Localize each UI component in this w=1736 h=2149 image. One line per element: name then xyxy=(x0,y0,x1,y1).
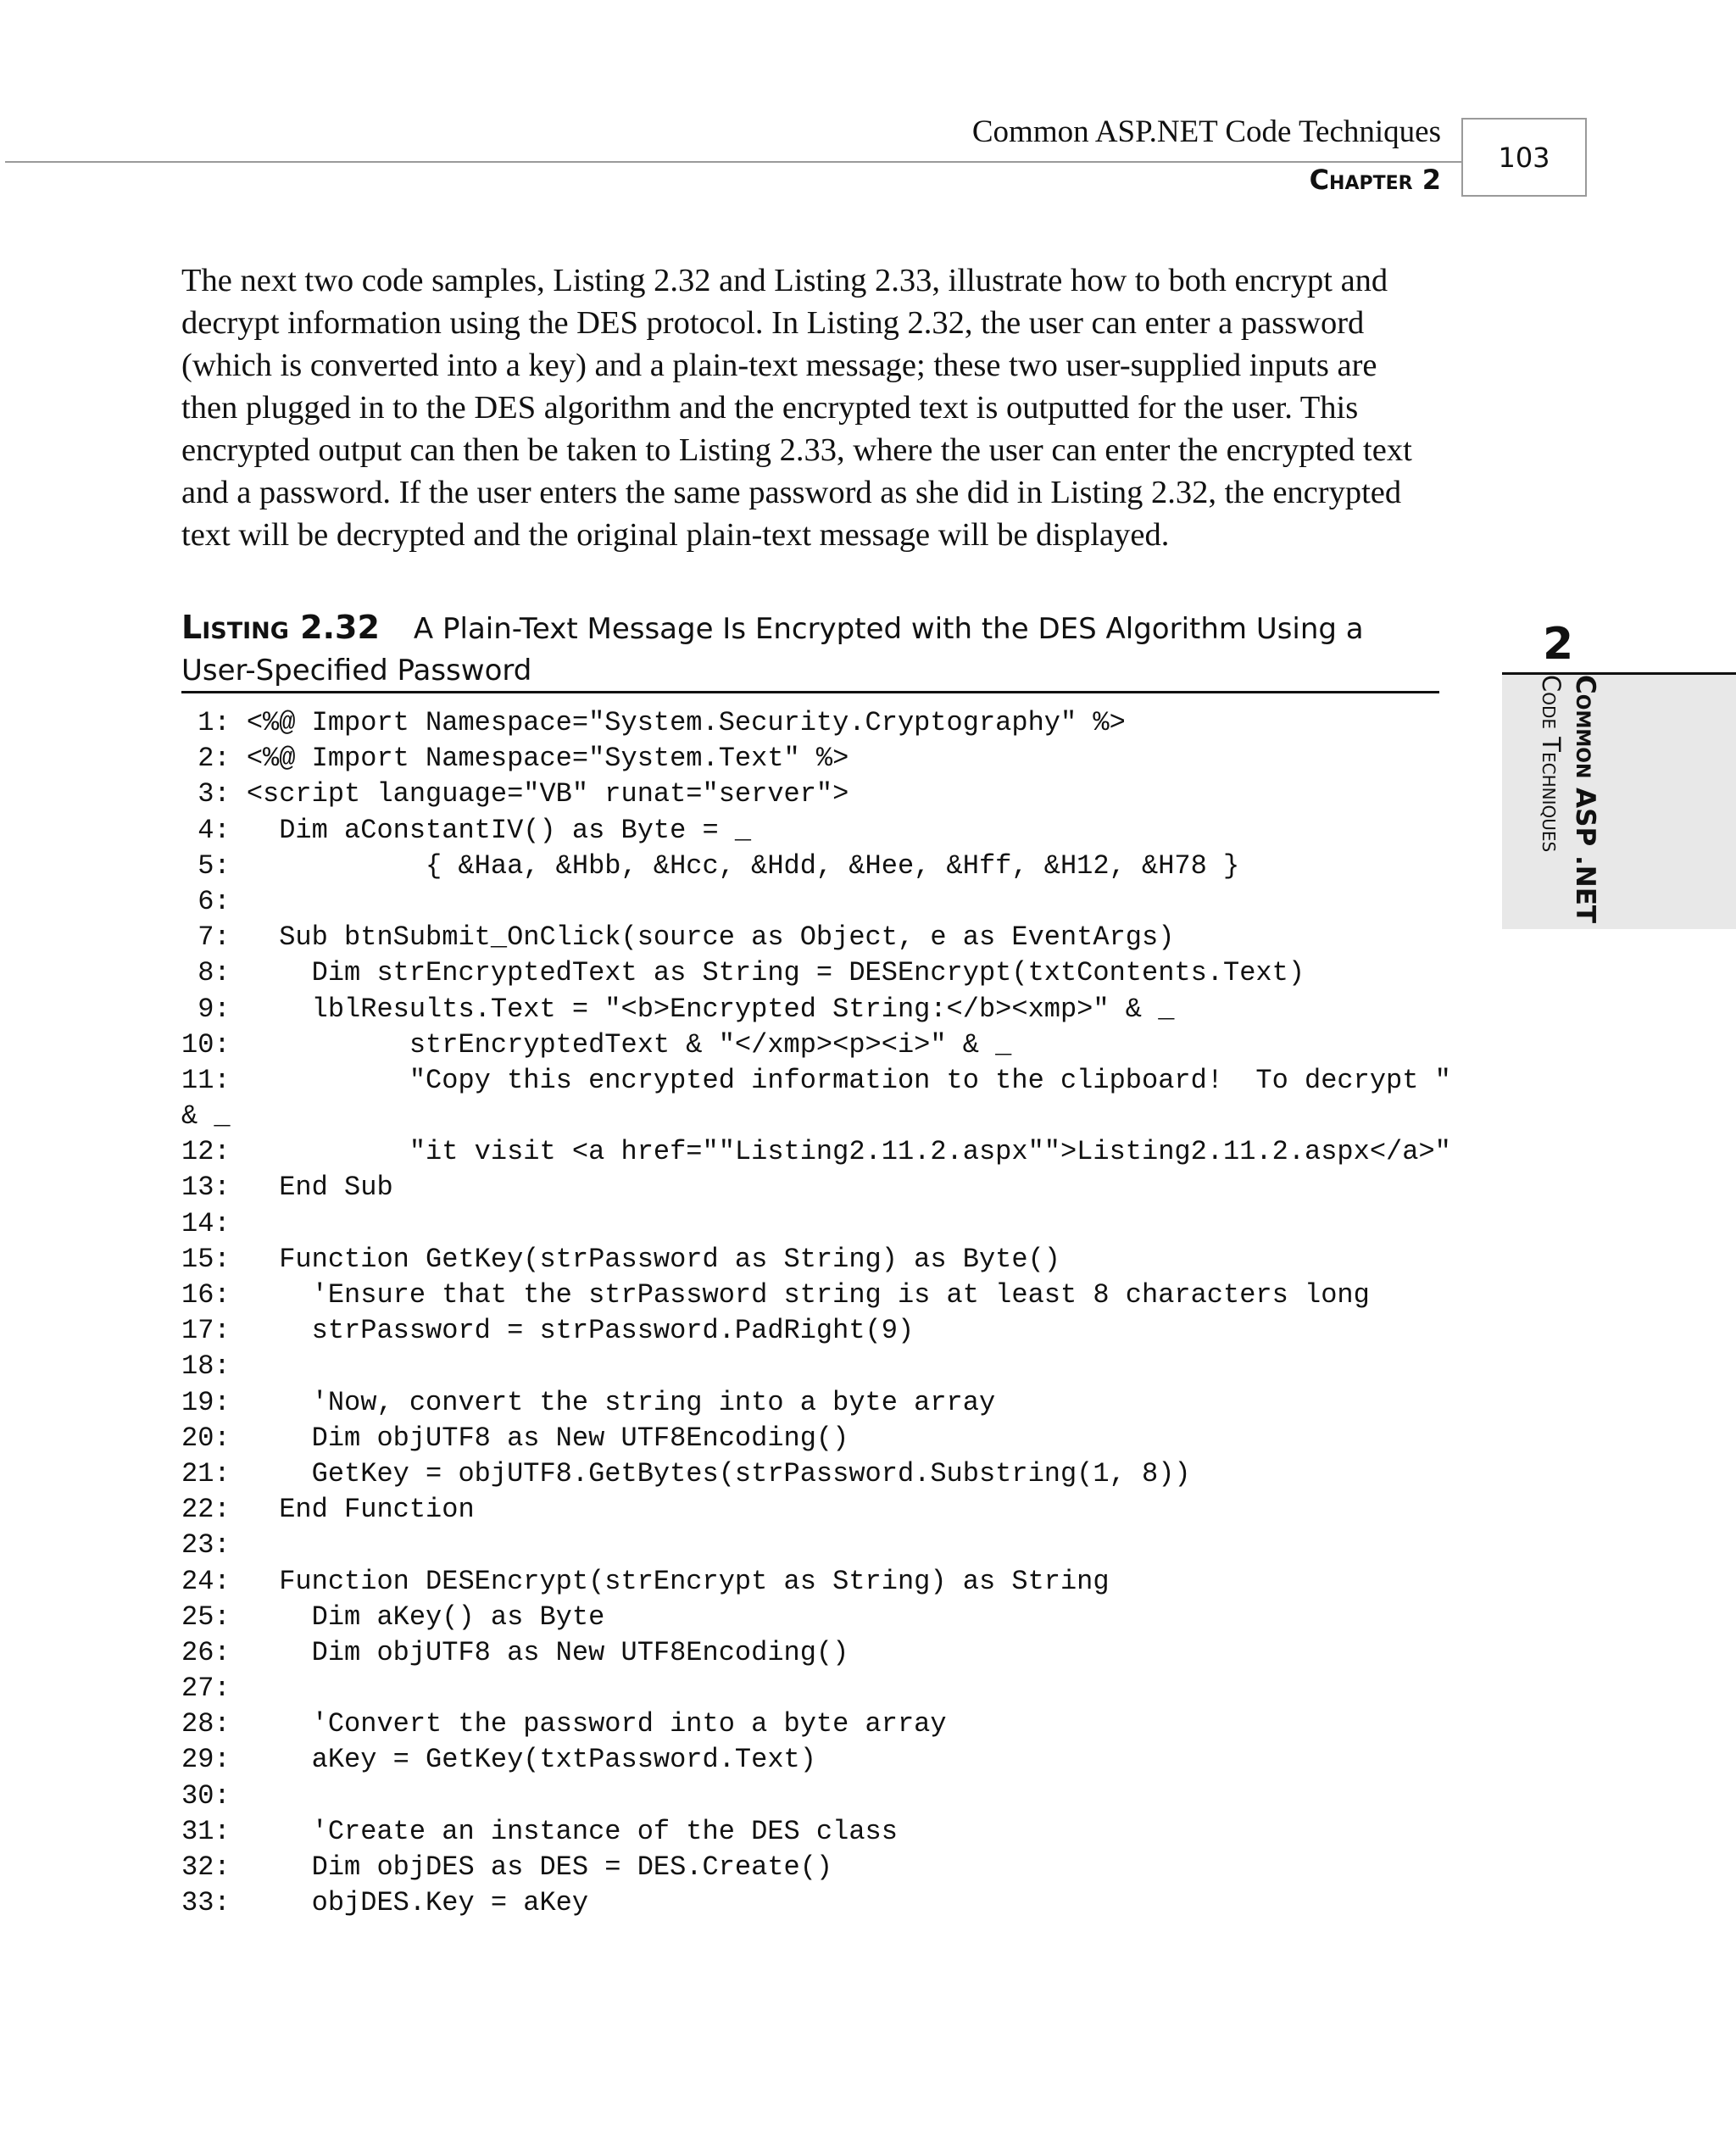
body-paragraph: The next two code samples, Listing 2.32 and Listing 2.33, illustrate how to both encrypt and decrypt information using the DES protocol. In Listing 2.32, the user can enter a password (which is converted into a key) and a plain-text message; these two user-supplied inputs are then plugged in to the DES algorithm and the encrypted text is outputted for the user. This encrypted output can then be taken to Listing 2.33, where the user can enter the encrypted text and a password. If the user enters the same password as she did in Listing 2.32, the encrypted text will be decrypted and the original plain-text message will be displayed. xyxy=(181,263,1412,553)
code-line: 15: Function GetKey(strPassword as String) as Byte() xyxy=(181,1243,1060,1275)
code-line: 26: Dim objUTF8 as New UTF8Encoding() xyxy=(181,1636,849,1668)
code-line: 23: xyxy=(181,1529,231,1562)
code-line: 13: End Sub xyxy=(181,1172,393,1204)
code-line: 14: xyxy=(181,1207,231,1239)
code-line: 21: GetKey = objUTF8.GetBytes(strPassword.Substring(1, 8)) xyxy=(181,1457,1191,1489)
code-line: 11: "Copy this encrypted information to the clipboard! To decrypt " xyxy=(181,1064,1451,1096)
code-line: 5: { &Haa, &Hbb, &Hcc, &Hdd, &Hee, &Hff, &H12, &H78 } xyxy=(181,849,1240,882)
code-line: 22: End Function xyxy=(181,1494,475,1526)
code-line: 31: 'Create an instance of the DES class xyxy=(181,1815,898,1847)
code-line: 12: "it visit <a href=""Listing2.11.2.aspx"">Listing2.11.2.aspx</a>" xyxy=(181,1136,1451,1168)
thumb-tab-line-2: Code Techniques xyxy=(1537,675,1566,853)
page-number: 103 xyxy=(1461,118,1587,197)
running-header-chapter: Chapter 2 xyxy=(1309,164,1441,196)
code-line: 10: strEncryptedText & "</xmp><p><i>" & _ xyxy=(181,1028,1012,1061)
thumb-tab-line-1: Common ASP .NET xyxy=(1570,675,1600,924)
code-line: 7: Sub btnSubmit_OnClick(source as Object, e as EventArgs) xyxy=(181,921,1175,954)
listing-caption xyxy=(181,607,1427,692)
code-line: 2: <%@ Import Namespace="System.Text" %> xyxy=(181,743,849,775)
code-line: 17: strPassword = strPassword.PadRight(9) xyxy=(181,1315,915,1347)
listing-rule xyxy=(181,691,1439,693)
code-line: 29: aKey = GetKey(txtPassword.Text) xyxy=(181,1744,816,1776)
code-line: 32: Dim objDES as DES = DES.Create() xyxy=(181,1851,833,1883)
code-line: & _ xyxy=(181,1100,231,1133)
code-line: 28: 'Convert the password into a byte array xyxy=(181,1708,947,1740)
listing-title: A Plain-Text Message Is Encrypted with the DES Algorithm Using a User-Specified Password xyxy=(181,612,1364,688)
code-line: 25: Dim aKey() as Byte xyxy=(181,1601,605,1633)
code-line: 33: objDES.Key = aKey xyxy=(181,1887,589,1919)
code-line: 1: <%@ Import Namespace="System.Security.Cryptography" %> xyxy=(181,707,1126,738)
code-line: 8: Dim strEncryptedText as String = DESEncrypt(txtContents.Text) xyxy=(181,957,1305,989)
code-line: 4: Dim aConstantIV() as Byte = _ xyxy=(181,814,752,846)
running-header-title: Common ASP.NET Code Techniques xyxy=(971,114,1441,149)
listing-label: Listing 2.32 xyxy=(181,609,380,646)
code-listing xyxy=(181,705,1453,1921)
code-line: 19: 'Now, convert the string into a byte array xyxy=(181,1386,996,1418)
code-line: 27: xyxy=(181,1673,231,1705)
thumb-tab-number: 2 xyxy=(1543,619,1574,670)
code-line: 3: <script language="VB" runat="server"> xyxy=(181,778,849,810)
code-line: 24: Function DESEncrypt(strEncrypt as String) as String xyxy=(181,1565,1110,1597)
header-rule xyxy=(5,161,1461,163)
code-line: 30: xyxy=(181,1779,231,1812)
code-line: 9: lblResults.Text = "<b>Encrypted String:</b><xmp>" & _ xyxy=(181,993,1175,1025)
code-line: 16: 'Ensure that the strPassword string is at least 8 characters long xyxy=(181,1279,1370,1311)
code-line: 6: xyxy=(181,885,231,917)
code-line: 20: Dim objUTF8 as New UTF8Encoding() xyxy=(181,1422,849,1454)
code-line: 18: xyxy=(181,1350,231,1383)
